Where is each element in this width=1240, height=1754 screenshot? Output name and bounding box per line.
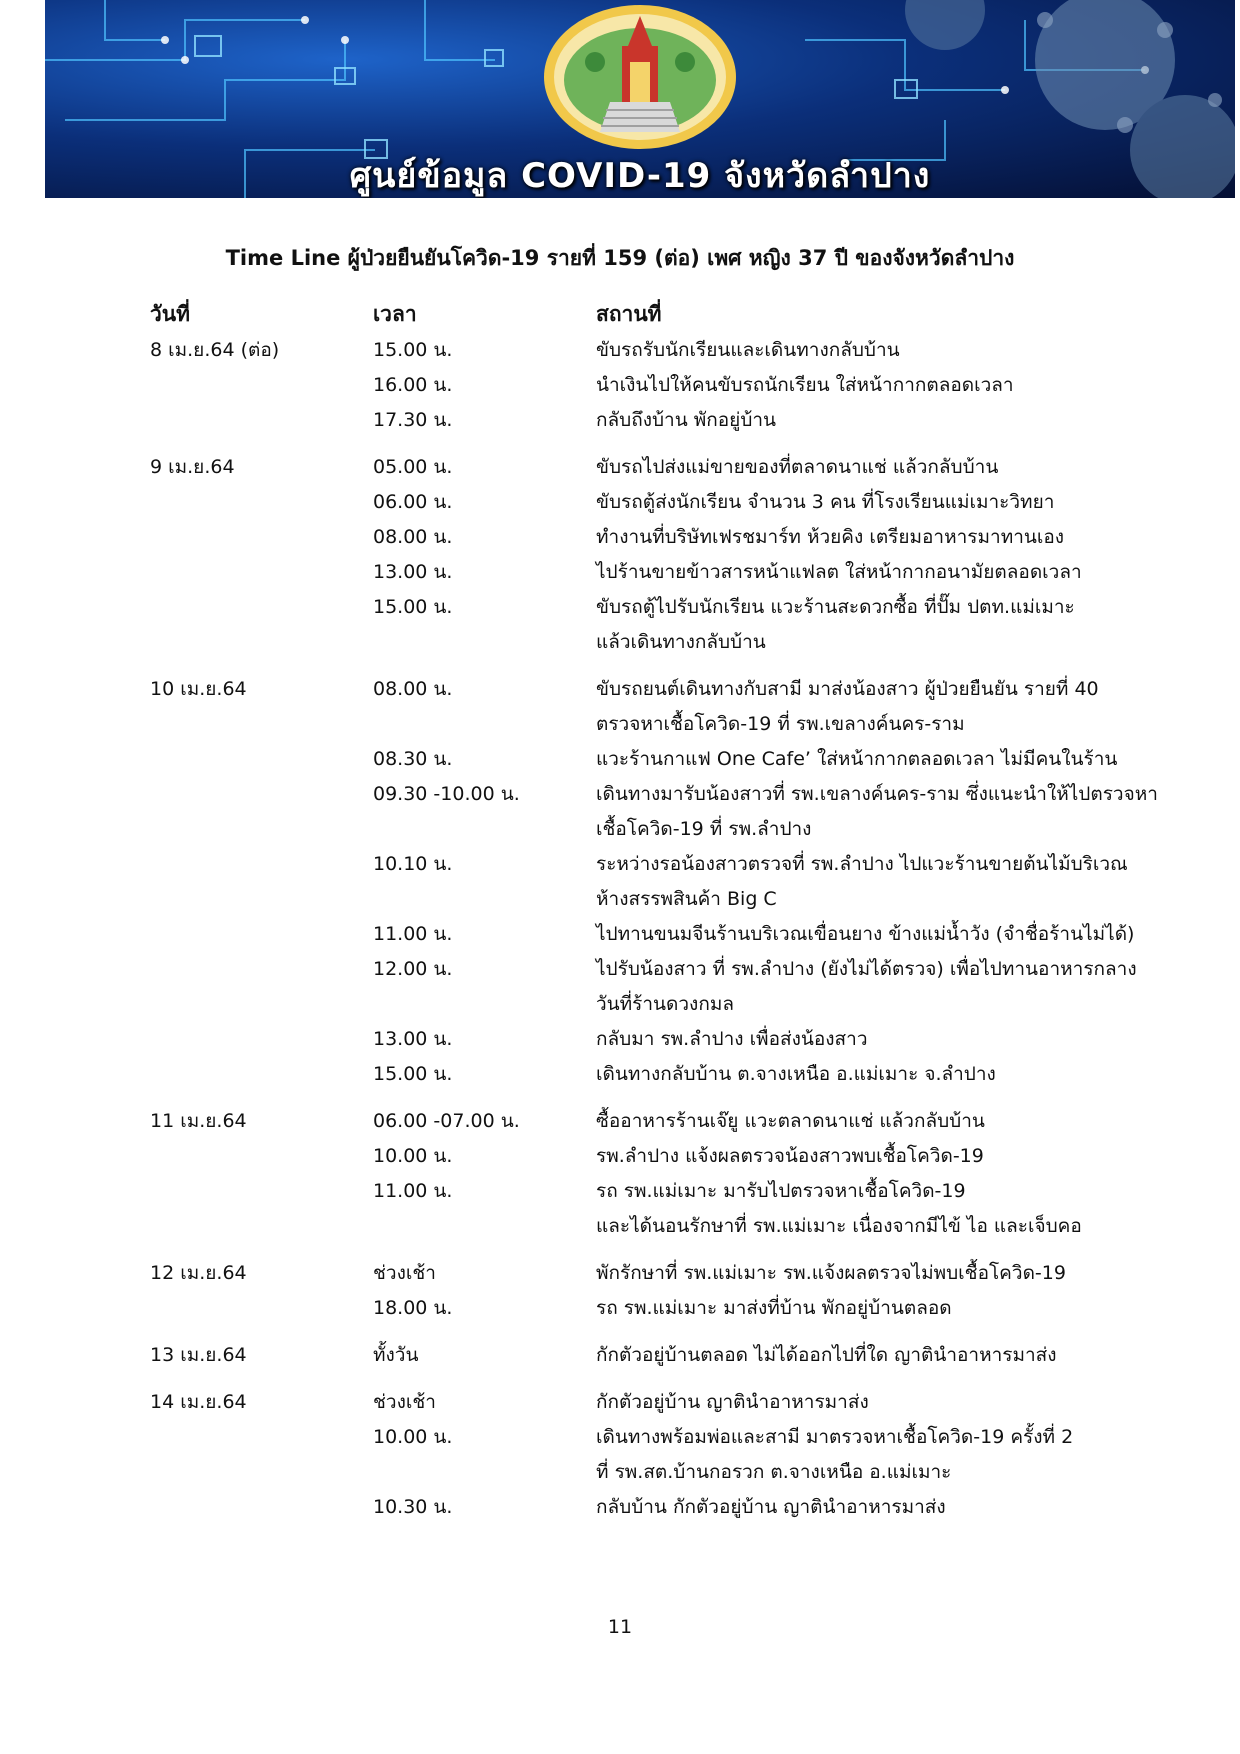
row-place: เชื้อโควิด-19 ที่ รพ.ลำปาง [596,818,812,840]
row-place: ขับรถยนต์เดินทางกับสามี มาส่งน้องสาว ผู้ป่วยยืนยัน รายที่ 40 [596,678,1099,700]
row-place: ขับรถตู้ไปรับนักเรียน แวะร้านสะดวกซื้อ ที่ปั๊ม ปตท.แม่เมาะ [596,596,1075,618]
row-time: ทั้งวัน [373,1344,419,1366]
row-place: รพ.ลำปาง แจ้งผลตรวจน้องสาวพบเชื้อโควิด-19 [596,1145,984,1167]
row-time: ช่วงเช้า [373,1391,436,1413]
row-time: 08.00 น. [373,526,453,548]
row-place: พักรักษาที่ รพ.แม่เมาะ รพ.แจ้งผลตรวจไม่พบเชื้อโควิด-19 [596,1262,1066,1284]
row-place: ขับรถไปส่งแม่ขายของที่ตลาดนาแช่ แล้วกลับบ้าน [596,456,999,478]
row-place: ขับรถรับนักเรียนและเดินทางกลับบ้าน [596,339,900,361]
row-place: วันที่ร้านดวงกมล [596,993,735,1015]
row-time: 10.00 น. [373,1145,453,1167]
row-time: 15.00 น. [373,1063,453,1085]
row-place: ไปร้านขายข้าวสารหน้าแฟลต ใส่หน้ากากอนามัยตลอดเวลา [596,561,1082,583]
row-place: แล้วเดินทางกลับบ้าน [596,631,766,653]
row-date: 14 เม.ย.64 [150,1391,247,1413]
row-time: 16.00 น. [373,374,453,396]
row-place: เดินทางกลับบ้าน ต.จางเหนือ อ.แม่เมาะ จ.ลำปาง [596,1063,996,1085]
row-time: 09.30 -10.00 น. [373,783,520,805]
row-place: กลับบ้าน กักตัวอยู่บ้าน ญาตินำอาหารมาส่ง [596,1496,946,1518]
row-time: 18.00 น. [373,1297,453,1319]
row-time: 13.00 น. [373,1028,453,1050]
column-header-place: สถานที่ [596,302,662,326]
row-date: 11 เม.ย.64 [150,1110,247,1132]
row-time: 10.00 น. [373,1426,453,1448]
row-place: ซื้ออาหารร้านเจ๊ยู แวะตลาดนาแช่ แล้วกลับบ้าน [596,1110,985,1132]
row-place: ทำงานที่บริษัทเฟรชมาร์ท ห้วยคิง เตรียมอาหารมาทานเอง [596,526,1065,548]
row-time: 17.30 น. [373,409,453,431]
row-time: 11.00 น. [373,923,453,945]
row-place: ไปทานขนมจีนร้านบริเวณเขื่อนยาง ข้างแม่น้ำวัง (จำชื่อร้านไม่ได้) [596,923,1135,945]
row-time: 08.30 น. [373,748,453,770]
row-place: รถ รพ.แม่เมาะ มาส่งที่บ้าน พักอยู่บ้านตลอด [596,1297,952,1319]
row-place: ที่ รพ.สต.บ้านกอรวก ต.จางเหนือ อ.แม่เมาะ [596,1461,952,1483]
row-place: เดินทางมารับน้องสาวที่ รพ.เขลางค์นคร-ราม ซึ่งแนะนำให้ไปตรวจหา [596,783,1158,805]
row-time: 06.00 น. [373,491,453,513]
row-place: กลับถึงบ้าน พักอยู่บ้าน [596,409,777,431]
row-place: เดินทางพร้อมพ่อและสามี มาตรวจหาเชื้อโควิด-19 ครั้งที่ 2 [596,1426,1074,1448]
column-header-date: วันที่ [150,302,190,326]
row-time: 13.00 น. [373,561,453,583]
row-time: 10.30 น. [373,1496,453,1518]
column-header-time: เวลา [373,302,417,326]
row-place: ห้างสรรพสินค้า Big C [596,888,777,910]
document-title: Time Line ผู้ป่วยยืนยันโควิด-19 รายที่ 159 (ต่อ) เพศ หญิง 37 ปี ของจังหวัดลำปาง [225,246,1015,270]
row-date: 9 เม.ย.64 [150,456,235,478]
row-time: 11.00 น. [373,1180,453,1202]
row-place: กักตัวอยู่บ้านตลอด ไม่ได้ออกไปที่ใด ญาตินำอาหารมาส่ง [596,1344,1057,1366]
row-date: 10 เม.ย.64 [150,678,247,700]
page-number: 11 [607,1616,633,1638]
row-place: กักตัวอยู่บ้าน ญาตินำอาหารมาส่ง [596,1391,869,1413]
row-time: 06.00 -07.00 น. [373,1110,520,1132]
row-place: ไปรับน้องสาว ที่ รพ.ลำปาง (ยังไม่ได้ตรวจ) เพื่อไปทานอาหารกลาง [596,958,1137,980]
row-time: 08.00 น. [373,678,453,700]
row-date: 8 เม.ย.64 (ต่อ) [150,339,280,361]
row-place: รถ รพ.แม่เมาะ มารับไปตรวจหาเชื้อโควิด-19 [596,1180,966,1202]
row-date: 13 เม.ย.64 [150,1344,247,1366]
row-time: 10.10 น. [373,853,453,875]
row-place: แวะร้านกาแฟ One Cafe’ ใส่หน้ากากตลอดเวลา ไม่มีคนในร้าน [596,748,1118,770]
row-time: 15.00 น. [373,339,453,361]
row-date: 12 เม.ย.64 [150,1262,247,1284]
row-place: และได้นอนรักษาที่ รพ.แม่เมาะ เนื่องจากมีไข้ ไอ และเจ็บคอ [596,1215,1082,1237]
row-place: ระหว่างรอน้องสาวตรวจที่ รพ.ลำปาง ไปแวะร้านขายต้นไม้บริเวณ [596,853,1128,875]
row-time: ช่วงเช้า [373,1262,436,1284]
row-place: ตรวจหาเชื้อโควิด-19 ที่ รพ.เขลางค์นคร-ราม [596,713,965,735]
row-time: 05.00 น. [373,456,453,478]
row-time: 12.00 น. [373,958,453,980]
banner-title: ศูนย์ข้อมูล COVID-19 จังหวัดลำปาง [349,156,931,196]
header-banner [45,0,1235,198]
row-place: ขับรถตู้ส่งนักเรียน จำนวน 3 คน ที่โรงเรียนแม่เมาะวิทยา [596,491,1055,513]
row-place: นำเงินไปให้คนขับรถนักเรียน ใส่หน้ากากตลอดเวลา [596,374,1014,396]
provincial-seal-logo [540,2,740,152]
row-place: กลับมา รพ.ลำปาง เพื่อส่งน้องสาว [596,1028,868,1050]
row-time: 15.00 น. [373,596,453,618]
